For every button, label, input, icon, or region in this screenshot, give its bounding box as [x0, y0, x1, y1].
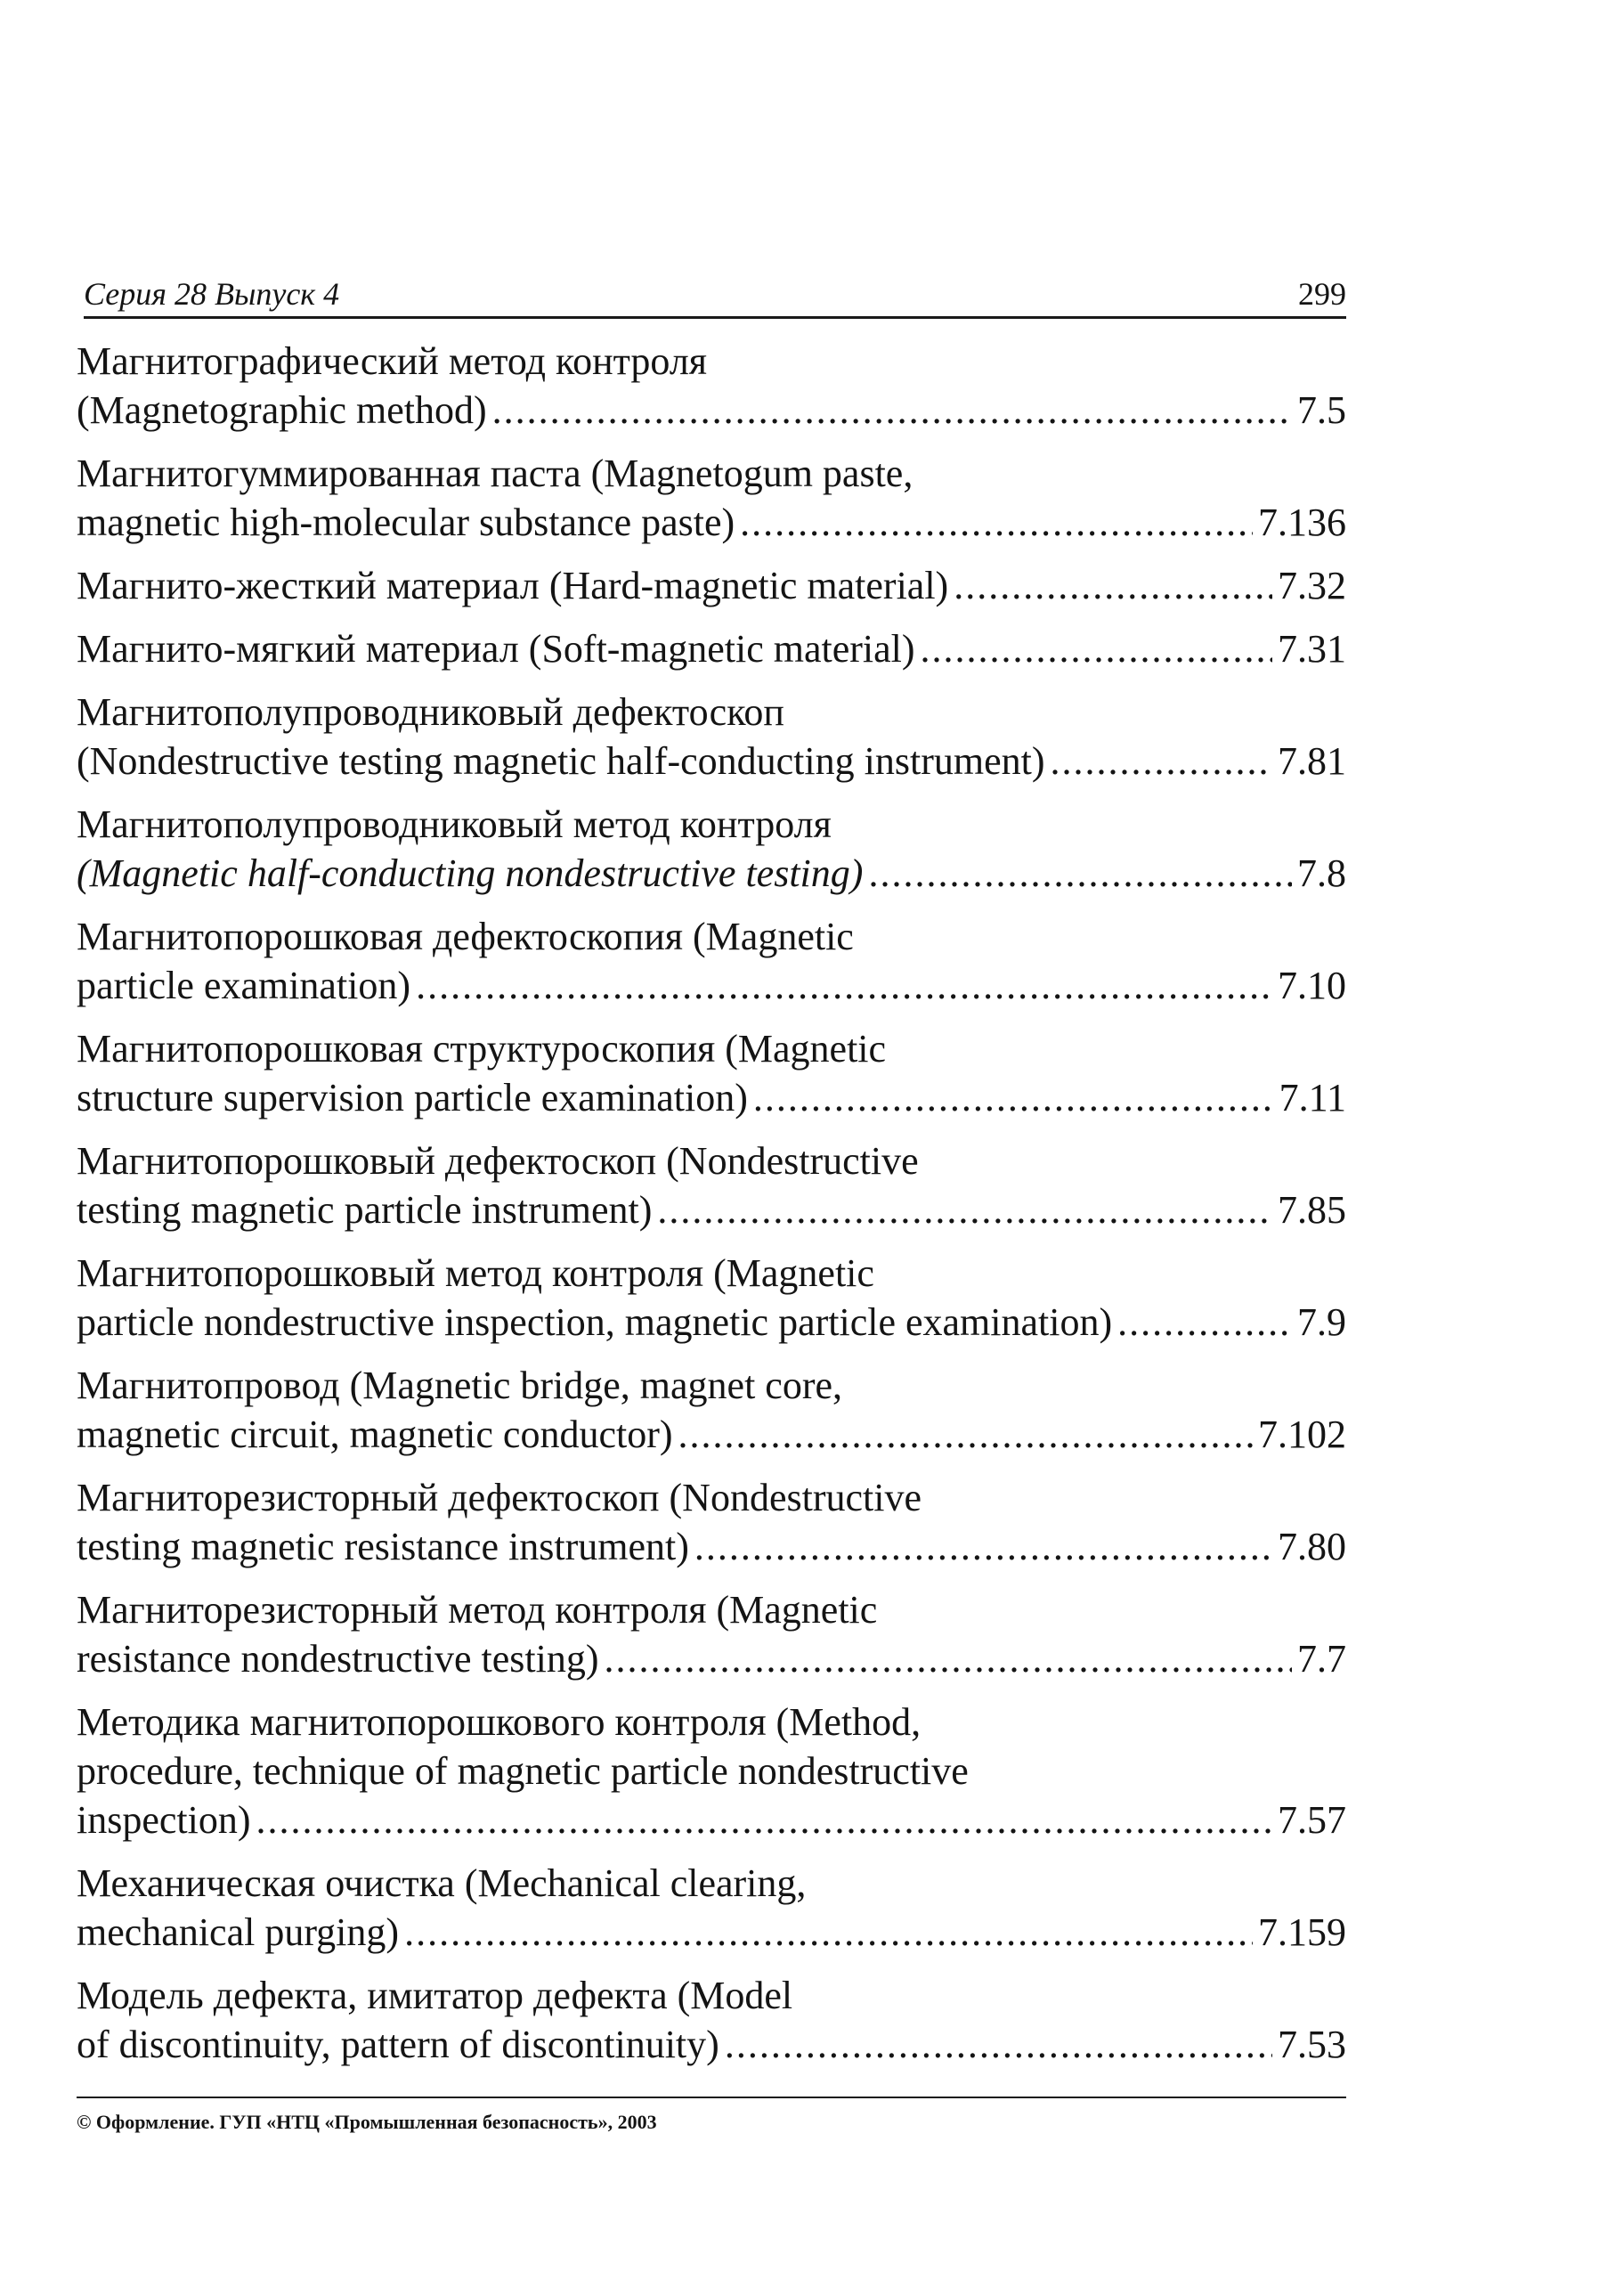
dot-leader — [657, 1185, 1272, 1234]
dot-leader — [604, 1634, 1292, 1683]
entry-reference: 7.53 — [1278, 2023, 1346, 2066]
entry-term: Магнитопорошковый метод контроля (Magnetic — [77, 1251, 874, 1295]
entry-term-continued: procedure, technique of magnetic particle nondestructive — [77, 1749, 969, 1793]
entry-text: (Nondestructive testing magnetic half-conducting instrument) — [77, 739, 1045, 783]
dot-leader — [256, 1795, 1272, 1844]
entry-term: Магнитопровод (Magnetic bridge, magnet core, — [77, 1364, 843, 1407]
dot-leader — [725, 2020, 1272, 2069]
dot-leader — [1050, 737, 1272, 786]
dot-leader — [416, 961, 1272, 1010]
entry-line — [77, 1795, 1346, 1844]
entry-text: particle nondestructive inspection, magnetic particle examination) — [77, 1300, 1113, 1344]
entry-reference: 7.5 — [1297, 388, 1346, 432]
index-entry — [77, 912, 1346, 1010]
dot-leader — [1117, 1298, 1292, 1347]
entry-text: structure supervision particle examination) — [77, 1076, 748, 1120]
dot-leader — [954, 561, 1272, 610]
dot-leader — [404, 1908, 1253, 1957]
copyright-notice: © Оформление. ГУП «НТЦ «Промышленная безопасность», 2003 — [77, 2111, 657, 2133]
dot-leader — [921, 624, 1272, 673]
entry-reference: 7.57 — [1278, 1798, 1346, 1842]
entry-term: Магнитополупроводниковый дефектоскоп — [77, 690, 784, 734]
entry-term: Механическая очистка (Mechanical clearing, — [77, 1861, 807, 1905]
entry-term: Методика магнитопорошкового контроля (Method, — [77, 1700, 922, 1744]
entry-text: (Magnetic half-conducting nondestructive testing) — [77, 851, 864, 895]
entry-text: inspection) — [77, 1798, 251, 1842]
index-entries — [77, 337, 1346, 2083]
entry-line — [77, 1298, 1346, 1347]
entry-reference: 7.80 — [1278, 1525, 1346, 1568]
entry-reference: 7.31 — [1278, 627, 1346, 671]
index-entry — [77, 1698, 1346, 1844]
entry-text: resistance nondestructive testing) — [77, 1637, 599, 1681]
dot-leader — [868, 849, 1292, 898]
entry-line — [77, 561, 1346, 610]
entry-text: (Magnetographic method) — [77, 388, 487, 432]
entry-line — [77, 498, 1346, 547]
entry-reference: 7.9 — [1297, 1300, 1346, 1344]
index-entry — [77, 1473, 1346, 1571]
index-entry — [77, 337, 1346, 435]
running-header — [84, 272, 1346, 319]
entry-reference: 7.8 — [1297, 851, 1346, 895]
index-entry — [77, 449, 1346, 547]
entry-term: Магниторезисторный метод контроля (Magnetic — [77, 1588, 878, 1632]
entry-term: Магнитографический метод контроля — [77, 339, 708, 383]
entry-line — [77, 1908, 1346, 1957]
entry-reference: 7.102 — [1258, 1413, 1346, 1456]
index-entry — [77, 561, 1346, 610]
entry-term: Магнитопорошковая дефектоскопия (Magnetic — [77, 915, 854, 958]
dot-leader — [694, 1522, 1272, 1571]
dot-leader — [740, 498, 1253, 547]
entry-term: Магнитопорошковая структуроскопия (Magnetic — [77, 1027, 887, 1071]
entry-text: particle examination) — [77, 964, 411, 1007]
index-entry — [77, 1971, 1346, 2069]
entry-reference: 7.11 — [1279, 1076, 1346, 1120]
entry-reference: 7.32 — [1278, 564, 1346, 607]
dot-leader — [753, 1073, 1274, 1122]
entry-text: mechanical purging) — [77, 1910, 400, 1954]
dot-leader — [678, 1410, 1254, 1459]
index-entry — [77, 1361, 1346, 1459]
entry-reference: 7.7 — [1297, 1637, 1346, 1681]
entry-reference: 7.85 — [1278, 1188, 1346, 1232]
entry-line — [77, 1522, 1346, 1571]
entry-line — [77, 1185, 1346, 1234]
entry-reference: 7.159 — [1258, 1910, 1346, 1954]
entry-text: of discontinuity, pattern of discontinuity) — [77, 2023, 719, 2066]
entry-text: testing magnetic particle instrument) — [77, 1188, 653, 1232]
index-entry — [77, 1136, 1346, 1234]
entry-line — [77, 1634, 1346, 1683]
entry-line — [77, 386, 1346, 435]
index-entry — [77, 688, 1346, 786]
index-entry — [77, 1585, 1346, 1683]
entry-term: Магниторезисторный дефектоскоп (Nondestructive — [77, 1476, 922, 1519]
entry-line — [77, 2020, 1346, 2069]
entry-text: magnetic circuit, magnetic conductor) — [77, 1413, 673, 1456]
entry-term: Магнитогуммированная паста (Magnetogum paste, — [77, 452, 914, 495]
footer — [77, 2097, 1346, 2134]
entry-line — [77, 1073, 1346, 1122]
entry-line — [77, 849, 1346, 898]
entry-line — [77, 1410, 1346, 1459]
entry-term: Магнитопорошковый дефектоскоп (Nondestructive — [77, 1139, 919, 1183]
entry-text: Магнито-мягкий материал (Soft-magnetic material) — [77, 627, 915, 671]
dot-leader — [492, 386, 1292, 435]
entry-term: Магнитополупроводниковый метод контроля — [77, 802, 832, 846]
entry-line — [77, 624, 1346, 673]
series-label: Серия 28 Выпуск 4 — [84, 276, 340, 312]
entry-reference: 7.136 — [1258, 501, 1346, 544]
entry-line — [77, 961, 1346, 1010]
index-entry — [77, 1024, 1346, 1122]
entry-term: Модель дефекта, имитатор дефекта (Model — [77, 1974, 793, 2017]
index-entry — [77, 800, 1346, 898]
entry-reference: 7.10 — [1278, 964, 1346, 1007]
index-entry — [77, 1249, 1346, 1347]
entry-text: magnetic high-molecular substance paste) — [77, 501, 735, 544]
entry-reference: 7.81 — [1278, 739, 1346, 783]
page-number: 299 — [1298, 276, 1346, 312]
index-entry — [77, 624, 1346, 673]
entry-line — [77, 737, 1346, 786]
index-entry — [77, 1859, 1346, 1957]
entry-text: testing magnetic resistance instrument) — [77, 1525, 689, 1568]
entry-text: Магнито-жесткий материал (Hard-magnetic material) — [77, 564, 949, 607]
